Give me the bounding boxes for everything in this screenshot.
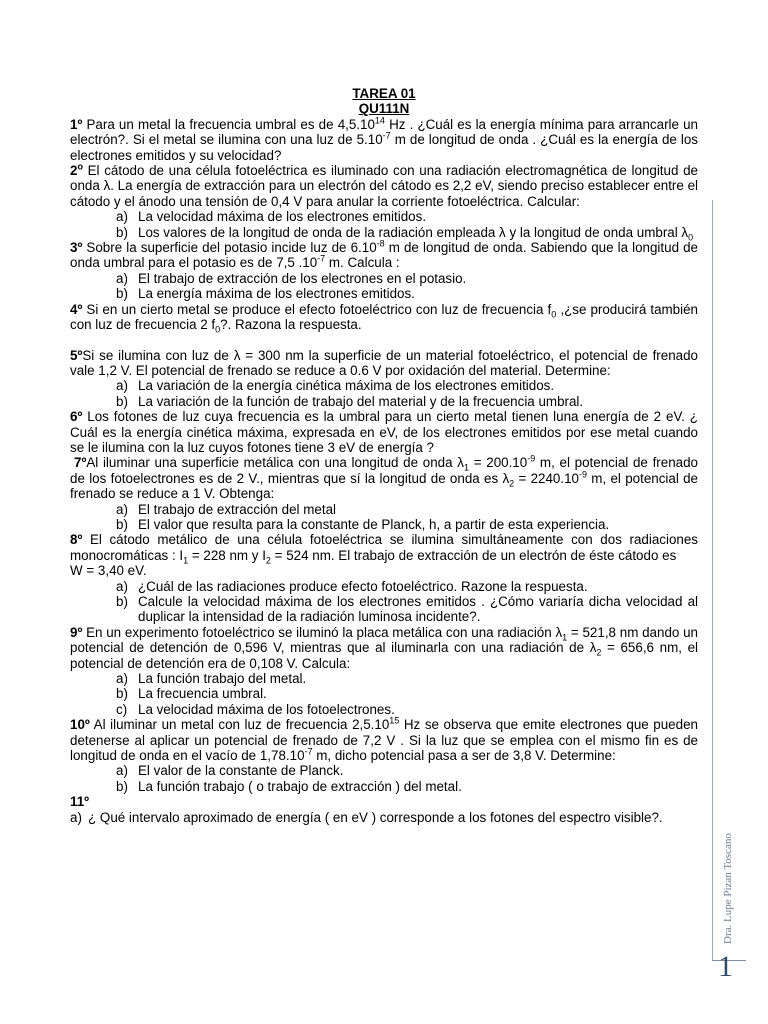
question-number: 5º <box>70 347 83 363</box>
question-3-items <box>70 271 698 302</box>
question-11 <box>70 794 698 809</box>
question-10: 10º Al iluminar un metal con luz de frecuencia 2,5.10$^{15}$ Hz se observa que emite electrones que pueden detenerse al aplicar un potencial de frenado de 7,2 V . Si la luz que se emplea con el mismo fin es de longitud de onda en el vacío de $1,78.10^{-7}$ m, dicho potencial pasa a ser de 3,8 V. Determine: <box>70 715 698 764</box>
question-number: 2 <box>70 163 78 179</box>
author-credit: Dra. Lupe Pizan Toscano <box>722 833 734 944</box>
blank-line <box>70 333 698 348</box>
list-item: a) La velocidad máxima de los electrones emitidos. <box>116 209 427 225</box>
question-number: 8º <box>70 532 83 548</box>
question-7-items <box>70 502 698 533</box>
question-number: 11º <box>70 794 90 810</box>
list-item: a) La función trabajo del metal. <box>116 671 307 687</box>
question-8: 8º El cátodo metálico de una célula fotoeléctrica se ilumina simultáneamente con dos radiaciones monocromáticas : $I_1 = 228$ nm y $I_2 = 524$ nm. El trabajo de extracción de un electrón de éste cátodo es <box>70 532 698 566</box>
list-item: b) La variación de la función de trabajo del material y de la frecuencia umbral. <box>116 393 584 409</box>
list-item: a) El trabajo de extracción de los electrones en el potasio. <box>116 270 467 286</box>
question-8-items <box>70 579 698 625</box>
list-item: a) ¿Cuál de las radiaciones produce efecto fotoeléctrico. Razone la respuesta. <box>116 578 588 594</box>
list-item: b) Calcule la velocidad máxima de los electrones emitidos . ¿Cómo variaría dicha velocidad al duplicar la intensidad de la radiación luminosa incidente?. <box>116 594 698 625</box>
question-number: 6º <box>70 409 83 425</box>
page-subtitle: QU111N <box>358 101 410 117</box>
question-9: 9º En un experimento fotoeléctrico se iluminó la placa metálica con una radiación $\lambda_1 = 521,8$ nm dando un potencial de detención de 0,596 V, mientras que al iluminarla con una radiación de $\lambda_2 = 656,6$ nm, el potencial de detención era de 0,108 V. Calcula: <box>70 624 698 671</box>
list-item: a) El valor de la constante de Planck. <box>116 763 344 779</box>
question-10-items <box>70 763 698 794</box>
question-6: 6º Los fotones de luz cuya frecuencia es la umbral para un cierto metal tienen luna energía de 2 eV. ¿ Cuál es la energía cinética máxima, expresada en eV, de los electrones emitidos por ese metal cuando se le ilumina con la luz cuyos fotones tiene 3 eV de energía ? <box>70 409 698 455</box>
page-number: 1 <box>718 950 733 983</box>
question-number: 1º <box>70 116 83 132</box>
question-number: 7º <box>74 455 87 471</box>
question-1: 1º Para un metal la frecuencia umbral es de 4,5.10$^{14}$ Hz . ¿Cuál es la energía mínima para arrancarle un electrón?. Si el metal se ilumina con una luz de $5.10^{-7}$ m de longitud de onda . ¿Cuál es la energía de los electrones emitidos y su velocidad? <box>70 115 698 163</box>
work-function-value: W = 3,40 eV. <box>70 563 147 579</box>
question-4: 4º Si en un cierto metal se produce el efecto fotoeléctrico con luz de frecuencia $f_0$ ,¿se producirá también con luz de frecuencia 2 $f_0$?. Razona la respuesta. <box>70 301 698 335</box>
question-7: 7ºAl iluminar una superficie metálica con una longitud de onda $\lambda_1 = 200.10^{-9}$ m, el potencial de frenado de los fotoelectrones es de 2 V., mientras que sí la longitud de onda es $\lambda_2 = 2240.10^{-9}$ m, el potencial de frenado se reduce a 1 V. Obtenga: <box>70 453 698 502</box>
question-2-items <box>70 209 698 243</box>
question-number: 4º <box>70 301 83 317</box>
list-item: c) La velocidad máxima de los fotoelectrones. <box>116 701 395 717</box>
list-item: a) El trabajo de extracción del metal <box>116 501 336 517</box>
question-5: 5ºSi se ilumina con luz de λ = 300 nm la superficie de un material fotoeléctrico, el potencial de frenado vale 1,2 V. El potencial de frenado se reduce a 0.6 V por oxidación del material. Determine: <box>70 347 698 378</box>
question-3: 3º Sobre la superficie del potasio incide luz de $6.10^{-8}$ m de longitud de onda. Sabiendo que la longitud de onda umbral para el potasio es de 7,5 $.10^{-7}$ m. Calcula : <box>70 238 698 271</box>
question-number: 10º <box>70 717 90 733</box>
list-item: b) El valor que resulta para la constante de Planck, h, a partir de esta experiencia. <box>116 516 610 532</box>
question-11-items <box>70 810 698 825</box>
list-item: b) Los valores de la longitud de onda de la radiación empleada λ y la longitud de onda umbral $\lambda_0$ <box>116 224 694 243</box>
list-item: b) La energía máxima de los electrones emitidos. <box>116 286 415 302</box>
question-9-items <box>70 671 698 717</box>
question-2: 2$^o$ El cátodo de una célula fotoeléctrica es iluminado con una radiación electromagnética de longitud de onda λ. La energía de extracción para un electrón del cátodo es 2,2 eV, siendo preciso establecer entre el cátodo y el ánodo una tensión de 0,4 V para anular la corriente fotoeléctrica. Calcular: <box>70 161 698 209</box>
list-item: b) La frecuencia umbral. <box>116 686 267 702</box>
list-item: a) ¿ Qué intervalo aproximado de energía ( en eV ) corresponde a los fotones del espectro visible?. <box>70 809 663 825</box>
list-item: a) La variación de la energía cinética máxima de los electrones emitidos. <box>116 378 555 394</box>
question-number: 9º <box>70 624 83 640</box>
margin-rule <box>712 200 713 960</box>
list-item: b) La función trabajo ( o trabajo de extracción ) del metal. <box>116 778 462 794</box>
question-5-items <box>70 378 698 409</box>
question-number: 3º <box>70 240 83 256</box>
document-body <box>70 86 698 825</box>
page-title: TAREA 01 <box>352 86 416 101</box>
